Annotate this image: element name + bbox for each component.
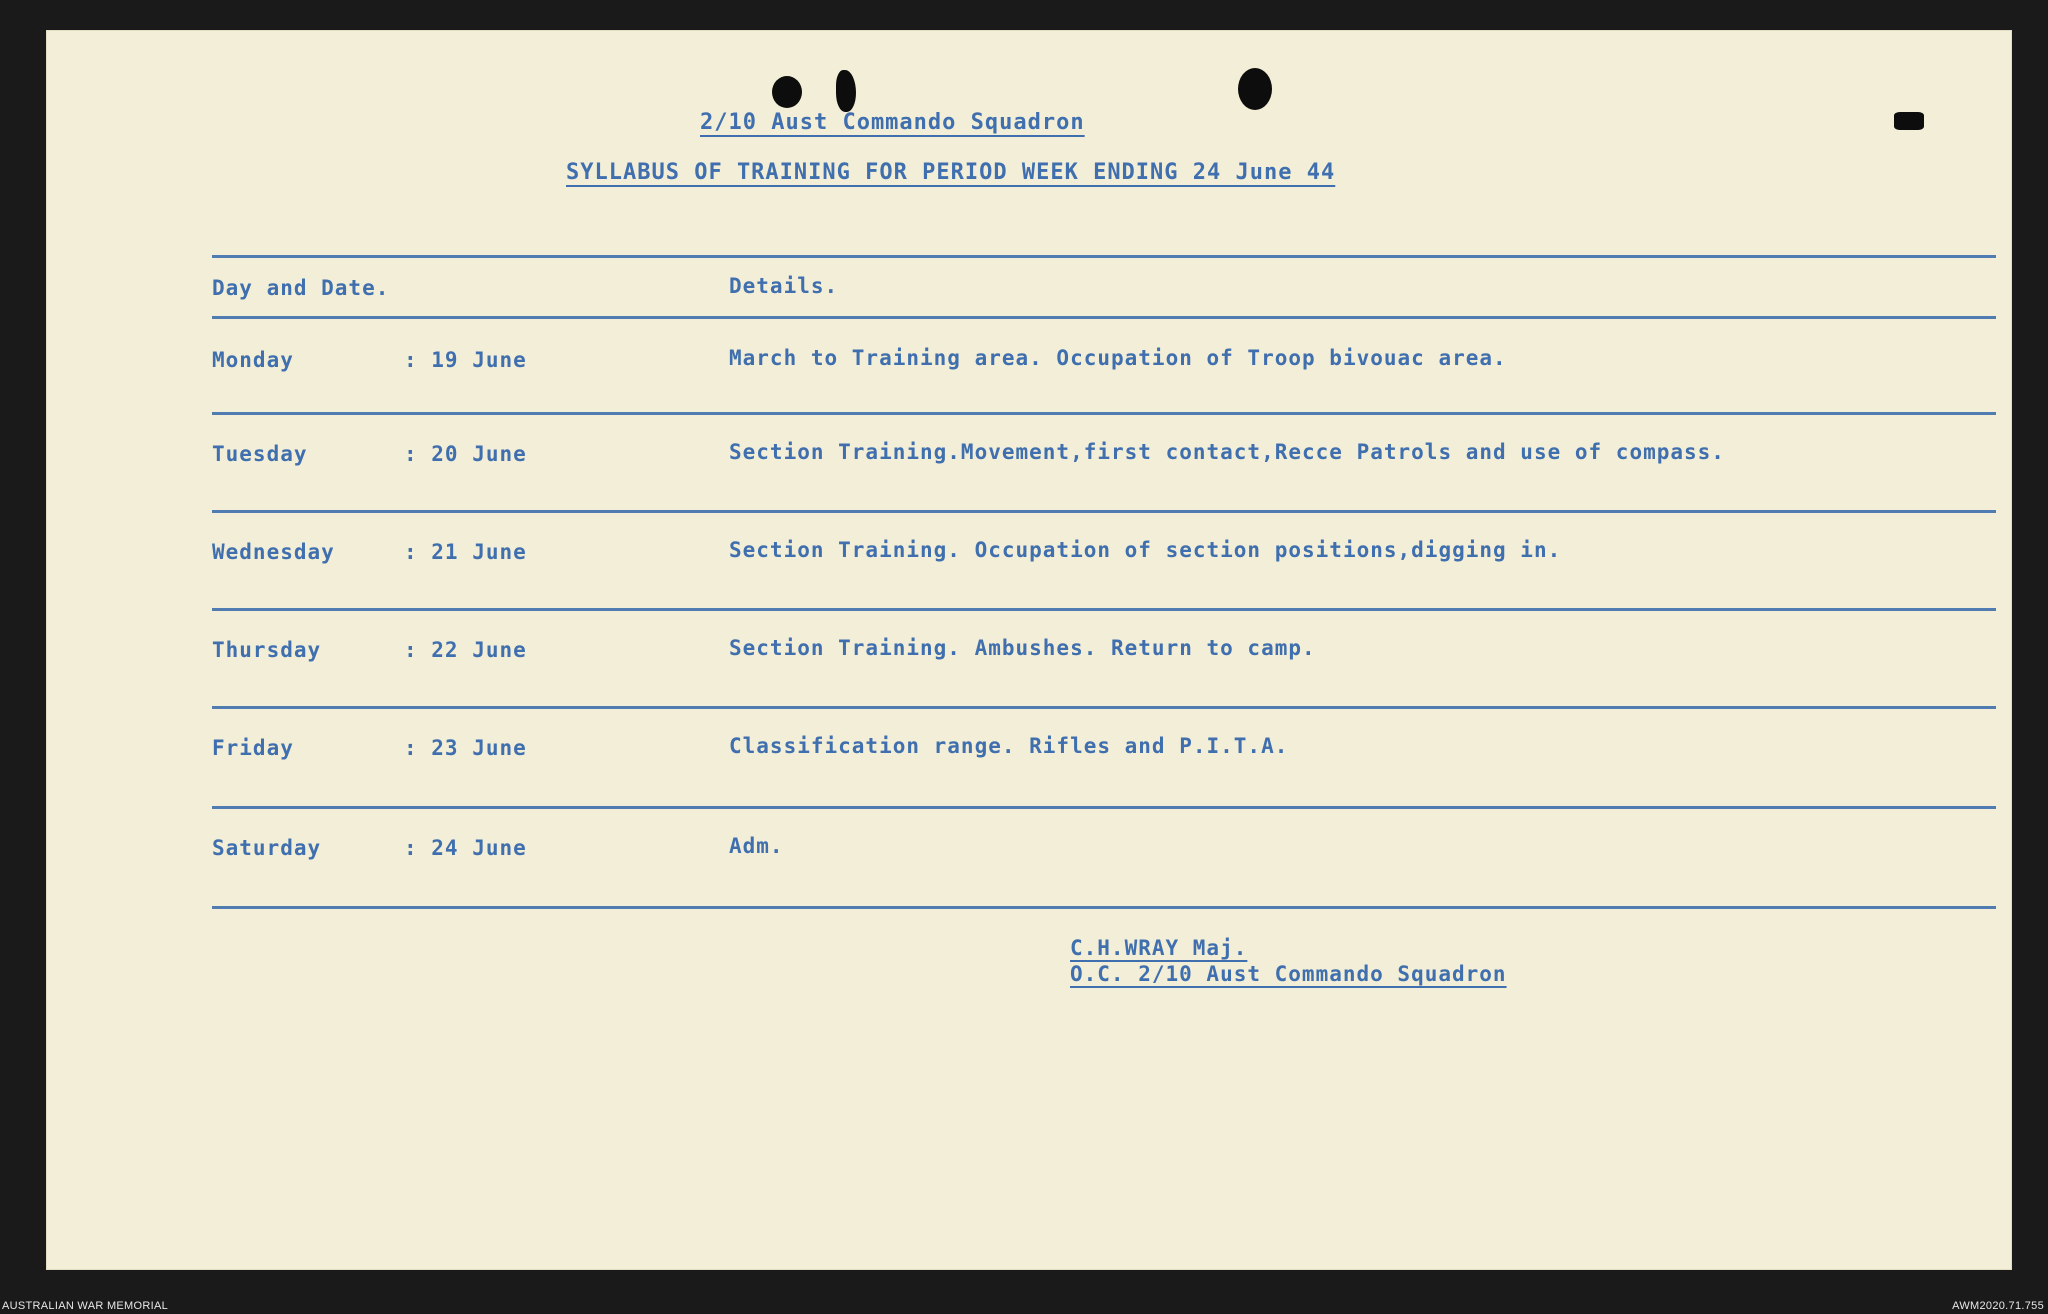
signature-name: C.H.WRAY Maj. [1070,936,1248,960]
punch-hole [1238,68,1272,110]
row-date: : 21 June [404,540,527,564]
row-details: Classification range. Rifles and P.I.T.A. [729,734,1289,758]
row-details: Section Training. Occupation of section positions,digging in. [729,538,1562,562]
table-rule [212,806,1996,809]
row-details: Adm. [729,834,784,858]
table-rule [212,906,1996,909]
table-rule [212,510,1996,513]
table-rule [212,706,1996,709]
table-rule [212,255,1996,258]
row-date: : 24 June [404,836,527,860]
row-day: Saturday [212,836,322,860]
column-header-day: Day and Date. [212,276,390,300]
footer-archive-label: AUSTRALIAN WAR MEMORIAL [2,1300,169,1312]
document-subtitle: SYLLABUS OF TRAINING FOR PERIOD WEEK ENDING 24 June 44 [566,160,1336,185]
row-day: Tuesday [212,442,308,466]
row-details: Section Training.Movement,first contact,Recce Patrols and use of compass. [729,440,1725,464]
signature-position: O.C. 2/10 Aust Commando Squadron [1070,962,1507,986]
row-details: March to Training area. Occupation of Troop bivouac area. [729,346,1507,370]
row-day: Friday [212,736,294,760]
footer-accession-number: AWM2020.71.755 [1952,1300,2044,1312]
document-page [46,30,2012,1270]
punch-hole [836,70,856,112]
document-title: 2/10 Aust Commando Squadron [700,110,1085,135]
row-day: Wednesday [212,540,335,564]
table-rule [212,608,1996,611]
row-day: Monday [212,348,294,372]
row-date: : 23 June [404,736,527,760]
row-details: Section Training. Ambushes. Return to camp. [729,636,1316,660]
column-header-details: Details. [729,274,839,298]
row-day: Thursday [212,638,322,662]
row-date: : 20 June [404,442,527,466]
row-date: : 19 June [404,348,527,372]
row-date: : 22 June [404,638,527,662]
punch-hole [772,76,802,108]
punch-hole [1894,112,1924,130]
table-rule [212,412,1996,415]
table-rule [212,316,1996,319]
